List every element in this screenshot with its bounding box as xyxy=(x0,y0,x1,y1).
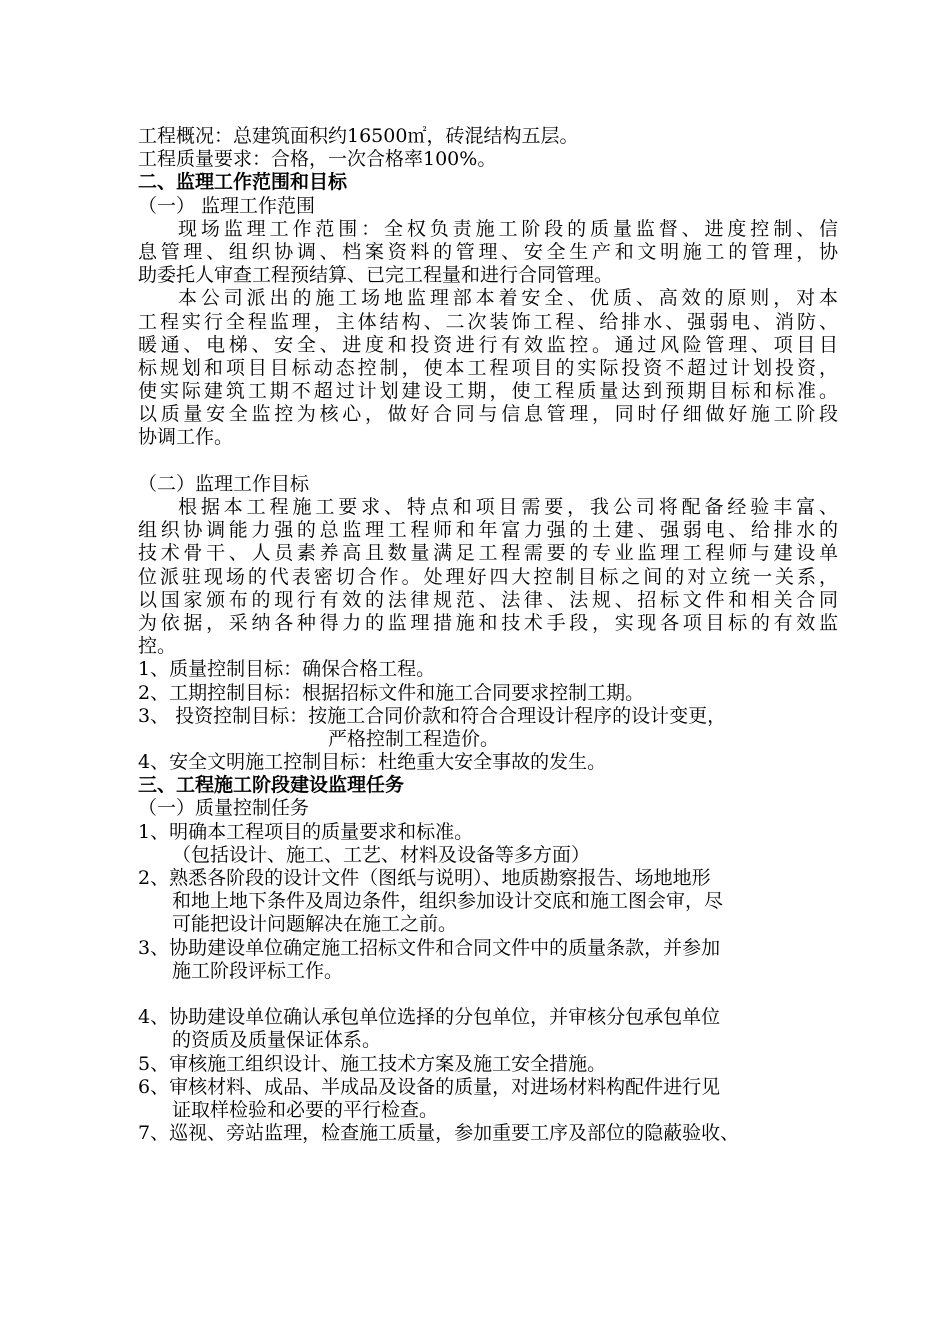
list-item: 1、质量控制目标：确保合格工程。 xyxy=(138,658,436,681)
list-item: 2、熟悉各阶段的设计文件（图纸与说明）、地质勘察报告、场地地形 xyxy=(138,867,711,889)
list-item-continuation: （包括设计、施工、工艺、材料及设备等多方面） xyxy=(172,843,591,866)
paragraph-line: 现场监理工作范围：全权负责施工阶段的质量监督、进度控制、信 xyxy=(178,217,838,240)
subsection-heading-1: （一） 监理工作范围 xyxy=(138,194,316,217)
paragraph-line: 以国家颁布的现行有效的法律规范、法律、法规、招标文件和相关合同 xyxy=(138,588,838,611)
list-item-continuation: 施工阶段评标工作。 xyxy=(172,959,344,982)
blank-line xyxy=(138,450,838,473)
paragraph-line: 技术骨干、人员素养高且数量满足工程需要的专业监理工程师与建设单 xyxy=(138,542,838,565)
list-item-continuation: 证取样检验和必要的平行检查。 xyxy=(172,1098,439,1121)
paragraph-line: 工程实行全程监理，主体结构、二次装饰工程、给排水、强弱电、消防、 xyxy=(138,310,838,333)
list-item-continuation: 可能把设计问题解决在施工之前。 xyxy=(172,913,458,936)
list-item: 3、协助建设单位确定施工招标文件和合同文件中的质量条款，并参加 xyxy=(138,936,721,959)
list-item: 3、 投资控制目标：按施工合同价款和符合合理设计程序的设计变更， xyxy=(138,704,727,727)
paragraph-line: 协调工作。 xyxy=(138,426,234,449)
list-item-continuation: 和地上地下条件及周边条件，组织参加设计交底和施工图会审，尽 xyxy=(172,890,724,913)
paragraph-line: 标规划和项目目标动态控制，使本工程项目的实际投资不超过计划投资， xyxy=(138,356,838,379)
document-page xyxy=(138,125,838,1145)
list-item: 7、巡视、旁站监理，检查施工质量，参加重要工序及部位的隐蔽验收、 xyxy=(138,1122,740,1145)
list-item: 4、协助建设单位确认承包单位选择的分包单位，并审核分包承包单位 xyxy=(138,1006,721,1029)
list-item: 6、审核材料、成品、半成品及设备的质量，对进场材料构配件进行见 xyxy=(138,1075,721,1098)
quality-requirement-line: 工程质量要求：合格，一次合格率100%。 xyxy=(138,148,497,171)
subsection-heading-quality: （一）质量控制任务 xyxy=(138,797,310,820)
list-item-continuation: 严格控制工程造价。 xyxy=(328,727,500,750)
list-item: 5、审核施工组织设计、施工技术方案及施工安全措施。 xyxy=(138,1052,607,1075)
list-item-continuation: 的资质及质量保证体系。 xyxy=(172,1029,382,1052)
paragraph-line: 组织协调能力强的总监理工程师和年富力强的土建、强弱电、给排水的 xyxy=(138,519,838,542)
paragraph-line: 助委托人审查工程预结算、已完工程量和进行合同管理。 xyxy=(138,264,614,287)
list-item: 4、安全文明施工控制目标：杜绝重大安全事故的发生。 xyxy=(138,751,607,774)
blank-line xyxy=(138,983,838,1006)
paragraph-line: 使实际建筑工期不超过计划建设工期，使工程质量达到预期目标和标准。 xyxy=(138,380,838,403)
list-item: 1、明确本工程项目的质量要求和标准。 xyxy=(138,820,474,843)
paragraph-line: 暖通、电梯、安全、进度和投资进行有效监控。通过风险管理、项目目 xyxy=(138,333,838,356)
subsection-heading-2: （二）监理工作目标 xyxy=(138,472,310,495)
section-heading-2: 二、监理工作范围和目标 xyxy=(138,171,348,194)
paragraph-line: 根据本工程施工要求、特点和项目需要，我公司将配备经验丰富、 xyxy=(178,496,838,518)
paragraph-line: 控。 xyxy=(138,635,177,658)
project-overview-line: 工程概况：总建筑面积约16500㎡，砖混结构五层。 xyxy=(138,125,579,147)
paragraph-line: 息管理、组织协调、档案资料的管理、安全生产和文明施工的管理，协 xyxy=(138,240,838,263)
paragraph-line: 本公司派出的施工场地监理部本着安全、优质、高效的原则，对本 xyxy=(178,287,838,310)
list-item: 2、工期控制目标：根据招标文件和施工合同要求控制工期。 xyxy=(138,681,645,704)
section-heading-3: 三、工程施工阶段建设监理任务 xyxy=(138,774,405,797)
paragraph-line: 以质量安全监控为核心，做好合同与信息管理，同时仔细做好施工阶段 xyxy=(138,403,838,426)
paragraph-line: 位派驻现场的代表密切合作。处理好四大控制目标之间的对立统一关系， xyxy=(138,565,838,588)
paragraph-line: 为依据，采纳各种得力的监理措施和技术手段，实现各项目标的有效监 xyxy=(138,611,838,634)
